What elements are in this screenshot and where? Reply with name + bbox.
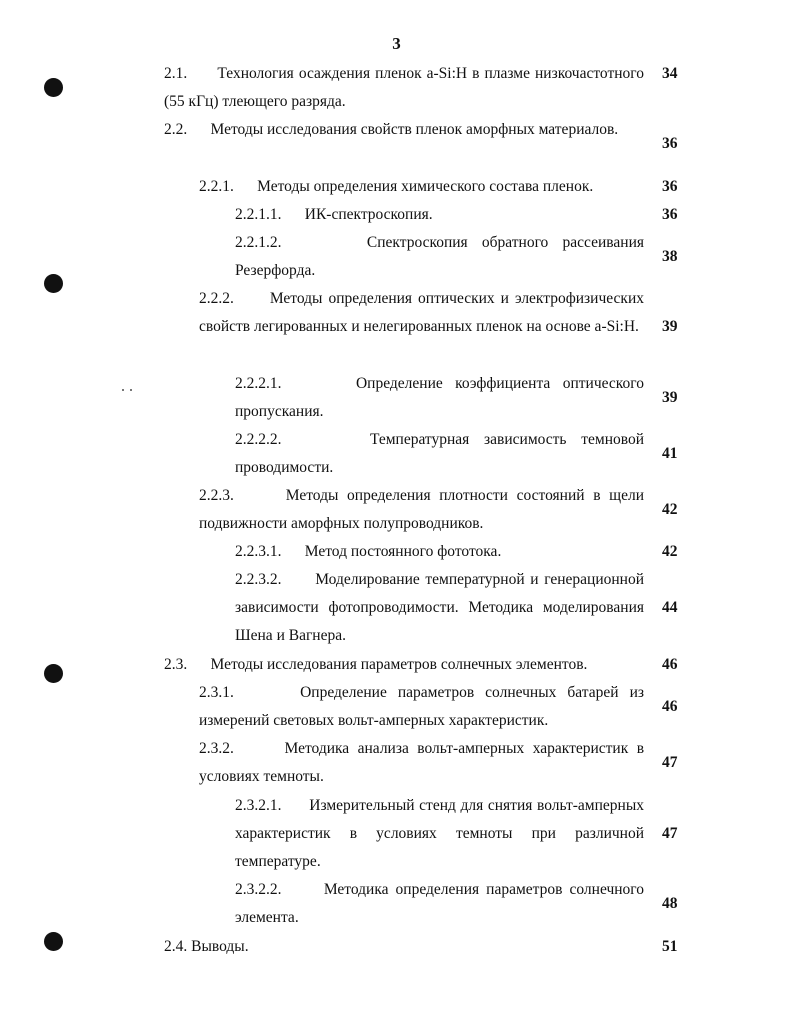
toc-entry-page: 36 [662,135,678,152]
page-number: 3 [392,34,401,53]
scan-speck [122,389,124,391]
punch-hole-mark [44,78,63,97]
toc-entry-page: 48 [662,895,678,912]
toc-entry-title: Технология осаждения пленок a-Si:H в плазме низкочастотного (55 кГц) тлеющего разряда. [164,65,644,110]
toc-entry-number: 2.3.1. [199,684,234,701]
toc-entry-title: Измерительный стенд для снятия вольт-амперных характеристик в условиях темноты при различной температуре. [235,797,644,870]
toc-entry-page: 47 [662,754,678,771]
toc-entry-page: 41 [662,445,678,462]
toc-entry-title: Определение коэффициента оптического пропускания. [235,375,644,420]
toc-entry-number: 2.2.1.2. [235,234,282,251]
toc-entry-page: 44 [662,599,678,616]
toc-entry-title: Спектроскопия обратного рассеивания Резерфорда. [235,234,645,279]
toc-entry-title: Методы определения химического состава пленок. [257,178,594,195]
toc-entry-page: 38 [662,248,678,265]
toc-entry-page: 39 [662,318,678,335]
toc-entry-title: Методы исследования свойств пленок аморфных материалов. [210,121,619,138]
toc-entry-page: 42 [662,501,678,518]
toc-entry-title: Определение параметров солнечных батарей из измерений световых вольт-амперных характеристик. [199,684,644,729]
toc-entry-page: 46 [662,698,678,715]
toc-entry-title: Методика определения параметров солнечного элемента. [235,881,645,926]
toc-entry-number: 2.2.3.2. [235,571,282,588]
toc-entry-page: 39 [662,389,678,406]
toc-entry-title: ИК-спектроскопия. [304,206,433,223]
toc-entry-title: Моделирование температурной и генерационной зависимости фотопроводимости. Методика моделирования Шена и Вагнера. [235,571,645,644]
toc-entry-number: 2.3.2.2. [235,881,282,898]
toc-entry-page: 36 [662,178,678,195]
punch-hole-mark [44,274,63,293]
toc-entry-page: 46 [662,656,678,673]
toc-entry-number: 2.2.1.1. [235,206,282,223]
toc-entry-title: Температурная зависимость темновой проводимости. [235,431,644,476]
toc-entry-page: 42 [662,543,678,560]
toc-entry-title: Методика анализа вольт-амперных характеристик в условиях темноты. [199,740,645,785]
toc-entry-number: 2.2.1. [199,178,234,195]
toc-entry-number: 2.3.2. [199,740,234,757]
toc-entry-title: Методы определения оптических и электрофизических свойств легированных и нелегированных пленок на основе a-Si:H. [199,290,644,335]
punch-hole-mark [44,664,63,683]
toc-entry-number: 2.1. [164,65,188,82]
scan-speck [130,389,132,391]
toc-entry-page: 51 [662,938,678,955]
toc-entry-number: 2.3. [164,656,188,673]
toc-entry-number: 2.2.3.1. [235,543,282,560]
toc-entry-number: 2.3.2.1. [235,797,282,814]
toc-entry-title: Выводы. [191,938,249,955]
toc-entry-title: Методы исследования параметров солнечных элементов. [210,656,588,673]
toc-entry-number: 2.2.2. [199,290,234,307]
toc-entry-number: 2.2.3. [199,487,234,504]
toc-entry-number: 2.2.2.2. [235,431,282,448]
toc-entry-title: Методы определения плотности состояний в щели подвижности аморфных полупроводников. [199,487,644,532]
toc-entry-page: 34 [662,65,678,82]
toc-entry-page: 47 [662,825,678,842]
toc-entry-number: 2.4. [164,938,188,955]
toc-entry-page: 36 [662,206,678,223]
toc-entry-number: 2.2. [164,121,188,138]
toc-entry-number: 2.2.2.1. [235,375,282,392]
punch-hole-mark [44,932,63,951]
toc-entry-title: Метод постоянного фототока. [304,543,502,560]
